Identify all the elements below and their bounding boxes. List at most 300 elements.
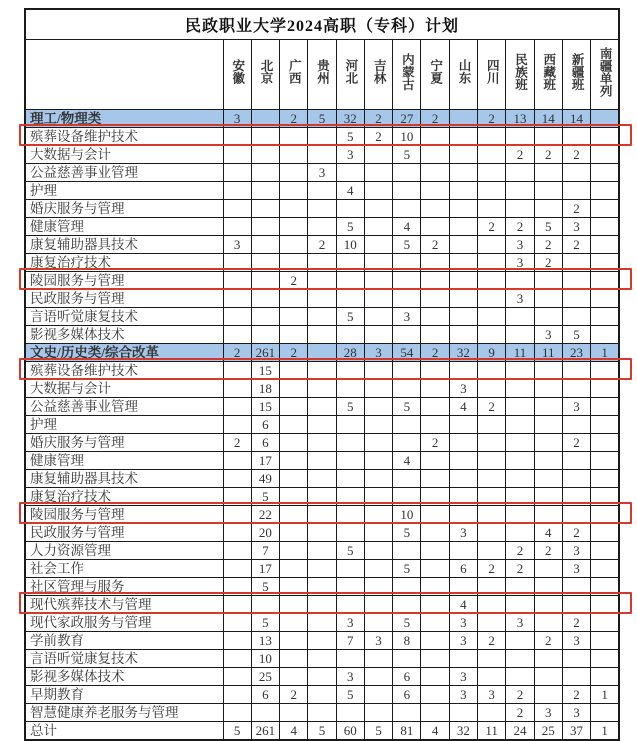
section-header-row [25, 343, 619, 361]
value-cell: 2 [534, 145, 562, 163]
column-header-2 [251, 39, 279, 109]
value-cell: 5 [336, 397, 364, 415]
major-row [25, 703, 619, 721]
value-cell [478, 127, 506, 145]
column-header-9 [449, 39, 477, 109]
value-cell [478, 451, 506, 469]
value-cell: 11 [506, 343, 534, 361]
column-header-label: 四川 [485, 59, 500, 84]
value-cell [449, 181, 477, 199]
value-cell [591, 577, 619, 595]
value-cell: 5 [336, 127, 364, 145]
row-label: 殡葬设备维护技术 [25, 127, 223, 145]
value-cell [336, 415, 364, 433]
value-cell: 2 [280, 685, 308, 703]
value-cell: 3 [562, 559, 590, 577]
value-cell [562, 451, 590, 469]
value-cell [223, 505, 251, 523]
value-cell [223, 271, 251, 289]
value-cell: 1 [591, 343, 619, 361]
value-cell: 2 [421, 235, 449, 253]
value-cell [421, 577, 449, 595]
major-row [25, 613, 619, 631]
value-cell [364, 325, 392, 343]
value-cell: 2 [478, 397, 506, 415]
value-cell [364, 307, 392, 325]
value-cell [591, 667, 619, 685]
value-cell [393, 163, 421, 181]
value-cell [562, 649, 590, 667]
value-cell [534, 181, 562, 199]
value-cell: 2 [506, 145, 534, 163]
value-cell [449, 703, 477, 721]
value-cell [478, 361, 506, 379]
value-cell [449, 163, 477, 181]
row-label: 康复辅助器具技术 [25, 469, 223, 487]
value-cell [591, 505, 619, 523]
value-cell [280, 451, 308, 469]
value-cell [421, 667, 449, 685]
value-cell [421, 181, 449, 199]
value-cell [223, 217, 251, 235]
value-cell [364, 397, 392, 415]
value-cell [421, 271, 449, 289]
value-cell: 3 [336, 145, 364, 163]
value-cell: 4 [449, 397, 477, 415]
value-cell [421, 487, 449, 505]
value-cell: 2 [506, 217, 534, 235]
value-cell: 2 [280, 271, 308, 289]
value-cell [449, 127, 477, 145]
value-cell [364, 469, 392, 487]
value-cell [449, 361, 477, 379]
value-cell [223, 361, 251, 379]
value-cell: 5 [393, 559, 421, 577]
value-cell: 2 [364, 127, 392, 145]
value-cell: 10 [393, 505, 421, 523]
value-cell [478, 487, 506, 505]
row-label: 智慧健康养老服务与管理 [25, 703, 223, 721]
value-cell: 5 [393, 235, 421, 253]
column-header-label: 西藏班 [541, 52, 556, 91]
value-cell: 23 [562, 343, 590, 361]
value-cell: 5 [534, 217, 562, 235]
value-cell: 5 [364, 721, 392, 740]
value-cell [364, 577, 392, 595]
value-cell [364, 523, 392, 541]
value-cell [393, 181, 421, 199]
value-cell [364, 667, 392, 685]
value-cell [478, 289, 506, 307]
value-cell [364, 505, 392, 523]
value-cell [280, 307, 308, 325]
value-cell: 2 [562, 523, 590, 541]
value-cell: 14 [534, 109, 562, 127]
major-row [25, 253, 619, 271]
row-label: 大数据与会计 [25, 379, 223, 397]
value-cell: 2 [280, 109, 308, 127]
value-cell [364, 163, 392, 181]
major-row [25, 631, 619, 649]
value-cell [223, 613, 251, 631]
value-cell [534, 577, 562, 595]
value-cell [506, 451, 534, 469]
value-cell [364, 181, 392, 199]
value-cell: 6 [393, 667, 421, 685]
value-cell: 22 [251, 505, 279, 523]
value-cell: 3 [506, 613, 534, 631]
value-cell [280, 235, 308, 253]
column-header-8 [421, 39, 449, 109]
value-cell [393, 541, 421, 559]
value-cell [534, 595, 562, 613]
value-cell [223, 163, 251, 181]
value-cell [308, 559, 336, 577]
value-cell [251, 127, 279, 145]
value-cell [393, 703, 421, 721]
column-header-5 [336, 39, 364, 109]
major-row [25, 577, 619, 595]
value-cell [562, 163, 590, 181]
value-cell [478, 307, 506, 325]
value-cell: 2 [506, 703, 534, 721]
column-header-label: 安徽 [230, 59, 245, 84]
value-cell [223, 145, 251, 163]
value-cell [506, 361, 534, 379]
value-cell: 7 [336, 631, 364, 649]
value-cell [280, 613, 308, 631]
value-cell [562, 253, 590, 271]
value-cell: 2 [562, 145, 590, 163]
value-cell: 5 [562, 325, 590, 343]
value-cell: 32 [336, 109, 364, 127]
value-cell [591, 325, 619, 343]
value-cell [336, 649, 364, 667]
value-cell: 25 [534, 721, 562, 740]
value-cell [506, 127, 534, 145]
value-cell [478, 415, 506, 433]
value-cell [280, 163, 308, 181]
value-cell: 37 [562, 721, 590, 740]
value-cell [364, 487, 392, 505]
value-cell [506, 469, 534, 487]
value-cell [308, 667, 336, 685]
value-cell [280, 253, 308, 271]
column-header-13 [562, 39, 590, 109]
value-cell [364, 217, 392, 235]
value-cell [421, 613, 449, 631]
value-cell [336, 469, 364, 487]
value-cell [308, 577, 336, 595]
value-cell: 3 [308, 163, 336, 181]
value-cell [336, 325, 364, 343]
value-cell [280, 145, 308, 163]
value-cell [534, 667, 562, 685]
major-row [25, 217, 619, 235]
value-cell [534, 415, 562, 433]
value-cell [478, 199, 506, 217]
value-cell: 3 [223, 235, 251, 253]
value-cell [534, 361, 562, 379]
value-cell [364, 271, 392, 289]
major-row [25, 163, 619, 181]
value-cell: 3 [449, 613, 477, 631]
value-cell [280, 703, 308, 721]
value-cell: 3 [364, 343, 392, 361]
value-cell [449, 307, 477, 325]
value-cell [364, 415, 392, 433]
value-cell [591, 451, 619, 469]
value-cell [449, 451, 477, 469]
major-row [25, 361, 619, 379]
value-cell [562, 469, 590, 487]
value-cell [393, 469, 421, 487]
value-cell [336, 253, 364, 271]
value-cell [506, 631, 534, 649]
major-row [25, 145, 619, 163]
value-cell [449, 433, 477, 451]
value-cell [478, 469, 506, 487]
value-cell [364, 361, 392, 379]
value-cell [562, 361, 590, 379]
value-cell [534, 559, 562, 577]
value-cell: 2 [478, 109, 506, 127]
column-header-11 [506, 39, 534, 109]
value-cell: 3 [223, 109, 251, 127]
column-header-label: 广西 [287, 59, 302, 84]
value-cell [280, 487, 308, 505]
value-cell [562, 289, 590, 307]
value-cell: 2 [478, 631, 506, 649]
value-cell: 3 [506, 253, 534, 271]
value-cell: 5 [308, 721, 336, 740]
value-cell [421, 451, 449, 469]
row-label: 影视多媒体技术 [25, 667, 223, 685]
major-row [25, 433, 619, 451]
value-cell [591, 379, 619, 397]
value-cell [591, 703, 619, 721]
value-cell: 25 [251, 667, 279, 685]
value-cell: 1 [591, 721, 619, 740]
value-cell [449, 253, 477, 271]
value-cell [336, 505, 364, 523]
major-row [25, 289, 619, 307]
value-cell [421, 595, 449, 613]
major-row [25, 649, 619, 667]
value-cell [591, 433, 619, 451]
column-header-label: 北京 [258, 59, 273, 84]
value-cell: 2 [421, 433, 449, 451]
value-cell [506, 199, 534, 217]
value-cell [223, 451, 251, 469]
value-cell [223, 397, 251, 415]
value-cell: 3 [562, 703, 590, 721]
value-cell [449, 289, 477, 307]
value-cell: 4 [393, 217, 421, 235]
value-cell [421, 703, 449, 721]
value-cell [506, 667, 534, 685]
value-cell [506, 649, 534, 667]
value-cell: 2 [562, 613, 590, 631]
column-header-7 [393, 39, 421, 109]
value-cell [336, 595, 364, 613]
value-cell: 6 [251, 415, 279, 433]
value-cell [251, 253, 279, 271]
value-cell: 8 [393, 631, 421, 649]
value-cell: 3 [336, 613, 364, 631]
value-cell [280, 649, 308, 667]
row-label: 康复治疗技术 [25, 487, 223, 505]
value-cell: 15 [251, 361, 279, 379]
value-cell [336, 703, 364, 721]
value-cell: 5 [336, 685, 364, 703]
value-cell [308, 343, 336, 361]
value-cell: 5 [336, 307, 364, 325]
row-label: 康复治疗技术 [25, 253, 223, 271]
value-cell: 11 [478, 721, 506, 740]
value-cell: 3 [534, 325, 562, 343]
value-cell: 5 [393, 145, 421, 163]
value-cell [506, 415, 534, 433]
value-cell [308, 289, 336, 307]
value-cell [534, 487, 562, 505]
value-cell [223, 181, 251, 199]
value-cell [251, 199, 279, 217]
value-cell: 6 [251, 433, 279, 451]
value-cell [421, 289, 449, 307]
value-cell [562, 595, 590, 613]
value-cell: 5 [251, 487, 279, 505]
value-cell [449, 235, 477, 253]
value-cell: 13 [506, 109, 534, 127]
value-cell [280, 397, 308, 415]
major-row [25, 325, 619, 343]
value-cell [223, 577, 251, 595]
row-label: 公益慈善事业管理 [25, 163, 223, 181]
value-cell: 261 [251, 343, 279, 361]
value-cell [591, 415, 619, 433]
value-cell [308, 415, 336, 433]
value-cell [506, 595, 534, 613]
value-cell [478, 145, 506, 163]
value-cell [506, 325, 534, 343]
value-cell [591, 235, 619, 253]
value-cell [280, 325, 308, 343]
value-cell: 24 [506, 721, 534, 740]
value-cell: 2 [223, 433, 251, 451]
value-cell [591, 199, 619, 217]
value-cell [280, 469, 308, 487]
value-cell: 3 [506, 289, 534, 307]
value-cell: 2 [562, 199, 590, 217]
value-cell [308, 127, 336, 145]
value-cell [562, 505, 590, 523]
value-cell [591, 595, 619, 613]
value-cell [308, 181, 336, 199]
value-cell [506, 163, 534, 181]
value-cell [223, 649, 251, 667]
value-cell [393, 649, 421, 667]
column-header-14 [591, 39, 619, 109]
value-cell [478, 253, 506, 271]
value-cell: 3 [449, 379, 477, 397]
value-cell [280, 559, 308, 577]
major-row [25, 451, 619, 469]
value-cell [308, 307, 336, 325]
value-cell [421, 541, 449, 559]
value-cell: 5 [251, 613, 279, 631]
value-cell [280, 127, 308, 145]
value-cell [336, 433, 364, 451]
value-cell [506, 379, 534, 397]
value-cell: 28 [336, 343, 364, 361]
value-cell [336, 451, 364, 469]
value-cell [251, 271, 279, 289]
value-cell: 14 [562, 109, 590, 127]
value-cell [562, 307, 590, 325]
value-cell: 10 [393, 127, 421, 145]
value-cell [364, 703, 392, 721]
value-cell: 2 [506, 685, 534, 703]
value-cell: 3 [393, 307, 421, 325]
major-row [25, 667, 619, 685]
value-cell [534, 289, 562, 307]
value-cell [336, 361, 364, 379]
value-cell [421, 523, 449, 541]
value-cell [393, 361, 421, 379]
value-cell [534, 199, 562, 217]
value-cell [251, 163, 279, 181]
row-label: 言语听觉康复技术 [25, 649, 223, 667]
value-cell: 10 [336, 235, 364, 253]
value-cell [223, 703, 251, 721]
value-cell [251, 109, 279, 127]
value-cell [308, 595, 336, 613]
row-label: 民政服务与管理 [25, 289, 223, 307]
value-cell [534, 127, 562, 145]
value-cell [393, 487, 421, 505]
value-cell [449, 145, 477, 163]
value-cell [591, 469, 619, 487]
value-cell [308, 703, 336, 721]
value-cell [393, 577, 421, 595]
value-cell [280, 199, 308, 217]
value-cell [280, 577, 308, 595]
value-cell: 3 [562, 541, 590, 559]
major-row [25, 235, 619, 253]
value-cell: 17 [251, 559, 279, 577]
value-cell: 3 [449, 523, 477, 541]
value-cell [308, 433, 336, 451]
value-cell [308, 145, 336, 163]
value-cell [251, 217, 279, 235]
value-cell [534, 163, 562, 181]
value-cell [364, 379, 392, 397]
value-cell [534, 433, 562, 451]
value-cell: 3 [506, 235, 534, 253]
major-row [25, 271, 619, 289]
value-cell [336, 271, 364, 289]
value-cell [308, 487, 336, 505]
value-cell [280, 595, 308, 613]
value-cell [393, 595, 421, 613]
value-cell [223, 199, 251, 217]
value-cell: 2 [534, 541, 562, 559]
value-cell [308, 541, 336, 559]
row-label: 大数据与会计 [25, 145, 223, 163]
column-header-label: 山东 [456, 59, 471, 84]
value-cell [562, 181, 590, 199]
